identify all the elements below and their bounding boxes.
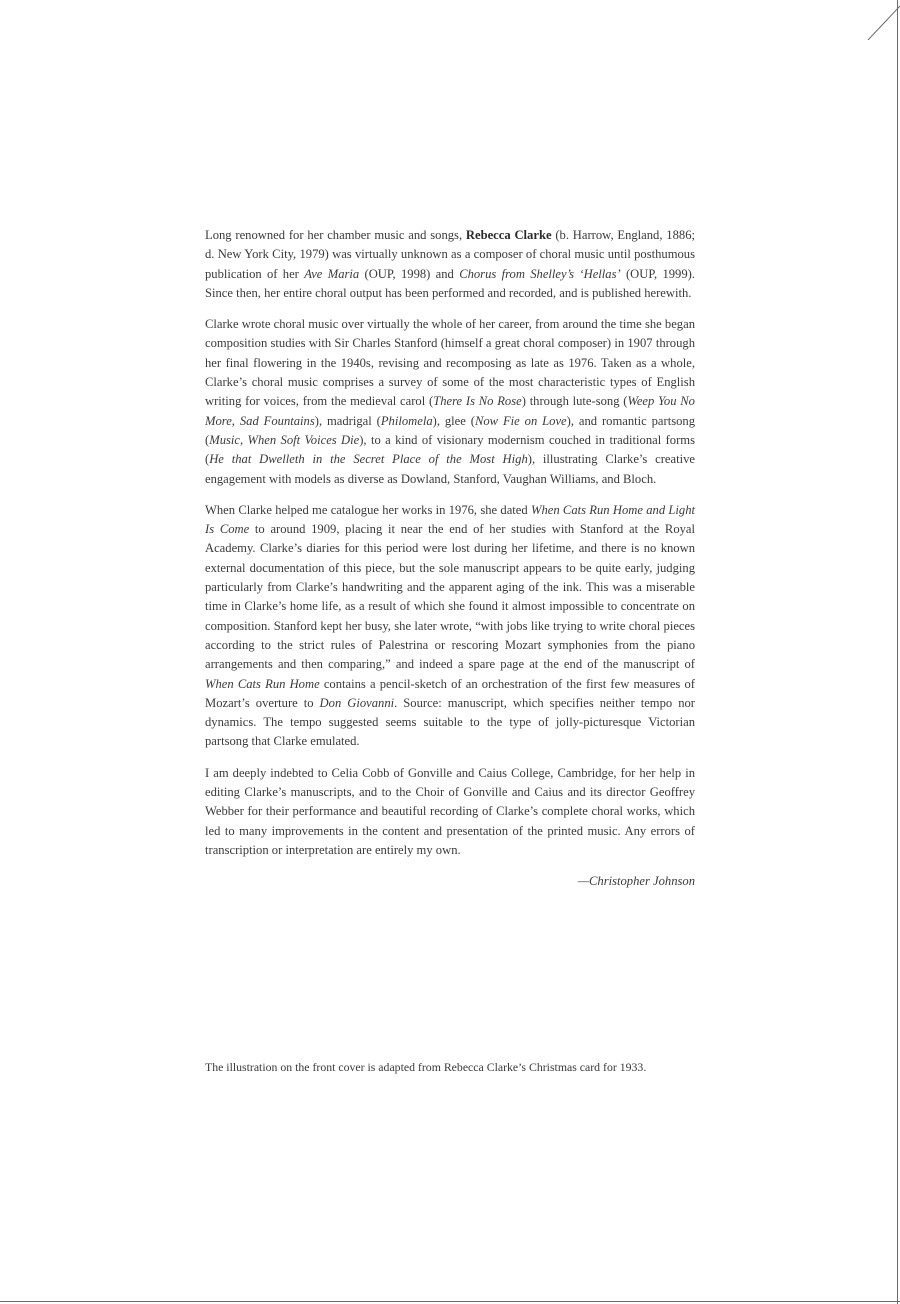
work-title: He that Dwelleth in the Secret Place of the Most High xyxy=(209,452,528,467)
work-title: Now Fie on Love xyxy=(474,413,567,428)
preface-text xyxy=(205,226,695,891)
page-corner-line xyxy=(860,0,900,40)
preface-paragraph-3: When Clarke helped me catalogue her works in 1976, she dated When Cats Run Home and Light Is Come to around 1909, placing it near the end of her studies with Stanford at the Royal Academy. Clarke’s diaries for this period were lost during her lifetime, and there is no known external documentation of this piece, but the sole manuscript appears to be quite early, judging particularly from Clarke’s handwriting and the apparent aging of the ink. This was a miserable time in Clarke’s home life, as a result of which she found it almost impossible to concentrate on composition. Stanford kept her busy, she later wrote, “with jobs like trying to write choral pieces according to the strict rules of Palestrina or rescoring Mozart symphonies from the piano arrangements and then comparing,” and indeed a spare page at the end of the manuscript of When Cats Run Home contains a pencil-sketch of an orchestration of the first few measures of Mozart’s overture to Don Giovanni. Source: manuscript, which specifies neither tempo nor dynamics. The tempo suggested seems suitable to the type of jolly-picturesque Victorian partsong that Clarke emulated. xyxy=(205,502,696,749)
work-title: Weep You No More, Sad Fountains xyxy=(205,394,695,428)
cover-illustration-note: The illustration on the front cover is adapted from Rebecca Clarke’s Christmas card for 1933. xyxy=(205,1060,647,1074)
work-title: Don Giovanni xyxy=(319,695,395,710)
work-title: When Cats Run Home xyxy=(205,676,320,691)
preface-paragraph-4: I am deeply indebted to Celia Cobb of Gonville and Caius College, Cambridge, for her help in editing Clarke’s manuscripts, and to the Choir of Gonville and Caius and its director Geoffrey Webber for their performance and beautiful recording of Clarke’s complete choral works, which led to many improvements in the content and presentation of the printed music. Any errors of transcription or interpretation are entirely my own. xyxy=(205,765,695,857)
work-title: When Cats Run Home and Light Is Come xyxy=(205,502,695,537)
work-title: There Is No Rose xyxy=(433,394,522,409)
work-title: Ave Maria xyxy=(304,266,360,281)
work-title: Philomela xyxy=(380,413,433,428)
preface-paragraph-2: Clarke wrote choral music over virtually the whole of her career, from around the time she began composition studies with Sir Charles Stanford (himself a great choral composer) in 1907 through her final flowering in the 1940s, revising and recomposing as late as 1976. Taken as a whole, Clarke’s choral music comprises a survey of some of the most characteristic types of English writing for voices, from the medieval carol (There Is No Rose) through lute-song (Weep You No More, Sad Fountains), madrigal (Philomela), glee (Now Fie on Love), and romantic partsong (Music, When Soft Voices Die), to a kind of visionary modernism couched in traditional forms (He that Dwelleth in the Secret Place of the Most High), illustrating Clarke’s creative engagement with models as diverse as Dowland, Stanford, Vaughan Williams, and Bloch. xyxy=(205,317,695,486)
composer-name: Rebecca Clarke xyxy=(465,228,552,242)
page-edge-bottom xyxy=(0,1301,900,1302)
work-title: Music, When Soft Voices Die xyxy=(209,432,360,447)
work-title: Chorus from Shelley’s ‘Hellas’ xyxy=(459,266,621,281)
author-signature: —Christopher Johnson xyxy=(577,874,695,889)
preface-paragraph-1: Long renowned for her chamber music and songs, Rebecca Clarke (b. Harrow, England, 1886; d. New York City, 1979) was virtually unknown as a composer of choral music until posthumous publication of her Ave Maria (OUP, 1998) and Chorus from Shelley’s ‘Hellas’ (OUP, 1999). Since then, her entire choral output has been performed and recorded, and is published herewith. xyxy=(205,228,695,300)
page-edge-right xyxy=(897,0,898,1304)
